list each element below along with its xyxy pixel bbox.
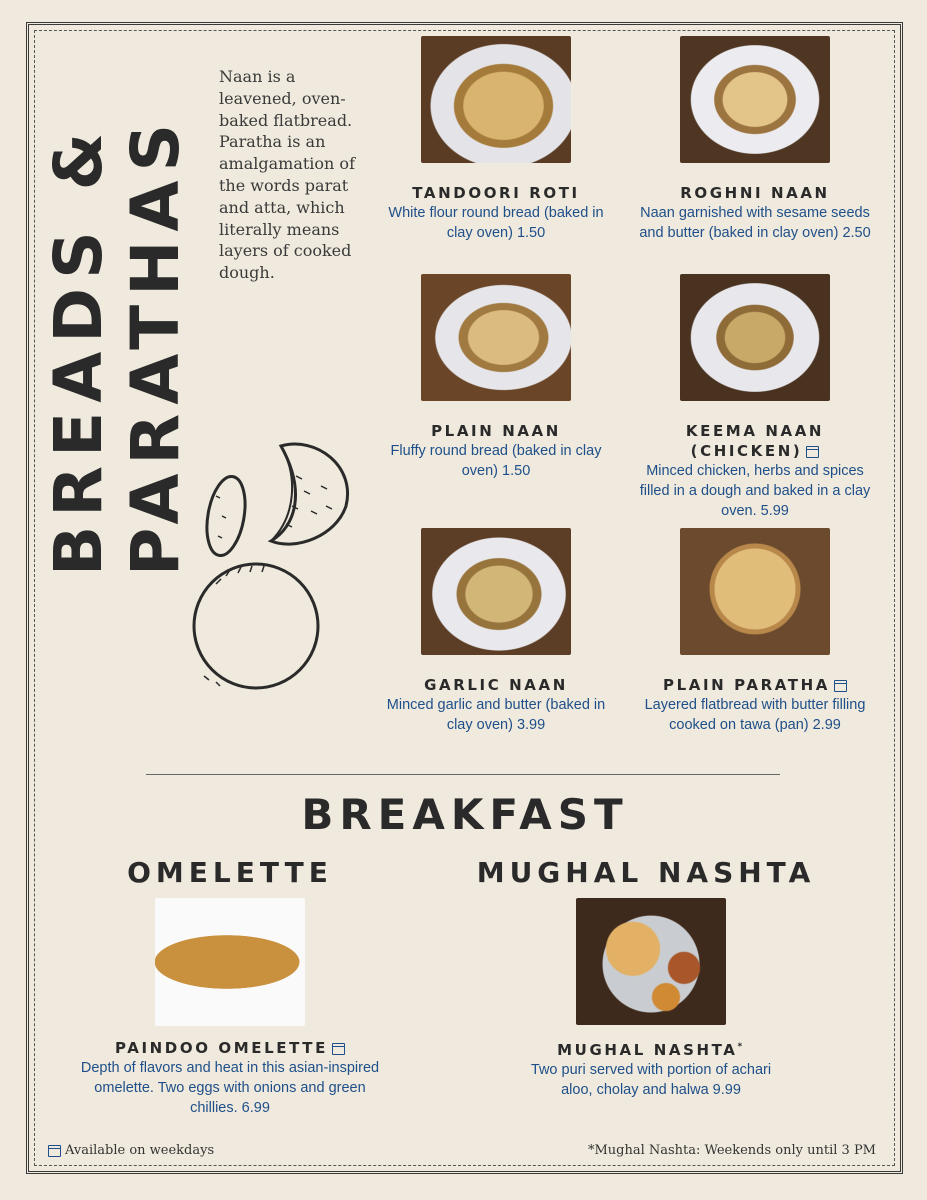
- asterisk-mark: *: [737, 1042, 745, 1052]
- item-description: Layered flatbread with butter filling cooked on tawa (pan) 2.99: [644, 697, 866, 733]
- keema-naan-photo: [680, 274, 830, 401]
- item-name: [506, 1037, 796, 1060]
- menu-item-mughal-nashta: [506, 898, 796, 1100]
- item-name-text: MUGHAL NASHTA: [557, 1041, 738, 1059]
- breakfast-title: BREAKFAST: [301, 790, 629, 839]
- menu-item-keema-naan: [635, 274, 875, 521]
- menu-item-tandoori-roti: [376, 36, 616, 243]
- weekdays-text: Available on weekdays: [65, 1143, 215, 1158]
- tandoori-roti-photo: [421, 36, 571, 163]
- item-description: Naan garnished with sesame seeds and butter (baked in clay oven) 2.50: [639, 205, 871, 241]
- item-description: Minced garlic and butter (baked in clay oven) 3.99: [386, 697, 606, 733]
- item-description: Depth of flavors and heat in this asian-inspired omelette. Two eggs with onions and green chillies. 6.99: [80, 1060, 380, 1116]
- item-name: [56, 1038, 404, 1058]
- intro-text: Naan is a leavened, oven-baked flatbread. Paratha is an amalgamation of the words parat and atta, which literally means layers of cooked dough.: [219, 67, 355, 283]
- calendar-icon: [48, 1145, 61, 1157]
- plain-naan-photo: [421, 274, 571, 401]
- plain-paratha-photo: [680, 528, 830, 655]
- calendar-icon: [806, 446, 819, 458]
- title-breads: BREADS &: [40, 123, 117, 576]
- item-name-text: KEEMA NAAN (CHICKEN): [685, 422, 825, 460]
- mughal-nashta-heading: MUGHAL NASHTA: [476, 856, 816, 889]
- item-description: Fluffy round bread (baked in clay oven) 1.50: [390, 443, 602, 479]
- bread-illustration: [186, 436, 361, 696]
- item-name-text: PAINDOO OMELETTE: [115, 1039, 328, 1057]
- garlic-naan-photo: [421, 528, 571, 655]
- menu-item-roghni-naan: [635, 36, 875, 243]
- roghni-naan-photo: [680, 36, 830, 163]
- title-parathas: PARATHAS: [117, 114, 194, 576]
- omelette-photo: [155, 898, 305, 1026]
- item-description: White flour round bread (baked in clay oven) 1.50: [388, 205, 604, 241]
- item-name-text: PLAIN PARATHA: [663, 676, 830, 694]
- item-name: ROGHNI NAAN: [680, 184, 830, 202]
- menu-item-plain-paratha: [635, 528, 875, 735]
- item-name: PLAIN NAAN: [431, 422, 561, 440]
- item-name: [635, 675, 875, 695]
- omelette-heading: OMELETTE: [127, 856, 333, 889]
- item-description: Minced chicken, herbs and spices filled in a dough and baked in a clay oven. 5.99: [639, 463, 871, 519]
- calendar-icon: [834, 680, 847, 692]
- menu-item-plain-naan: [376, 274, 616, 481]
- calendar-icon: [332, 1043, 345, 1055]
- mughal-nashta-photo: [576, 898, 726, 1025]
- footer-weekdays-note: [48, 1143, 214, 1158]
- menu-item-garlic-naan: [376, 528, 616, 735]
- item-name: GARLIC NAAN: [424, 676, 568, 694]
- menu-item-paindoo-omelette: [56, 898, 404, 1118]
- footer-weekend-note: *Mughal Nashta: Weekends only until 3 PM: [587, 1143, 876, 1158]
- item-name: TANDOORI ROTI: [412, 184, 580, 202]
- item-name: [635, 421, 875, 461]
- item-description: Two puri served with portion of achari aloo, cholay and halwa 9.99: [530, 1062, 772, 1098]
- section-divider: [146, 774, 780, 775]
